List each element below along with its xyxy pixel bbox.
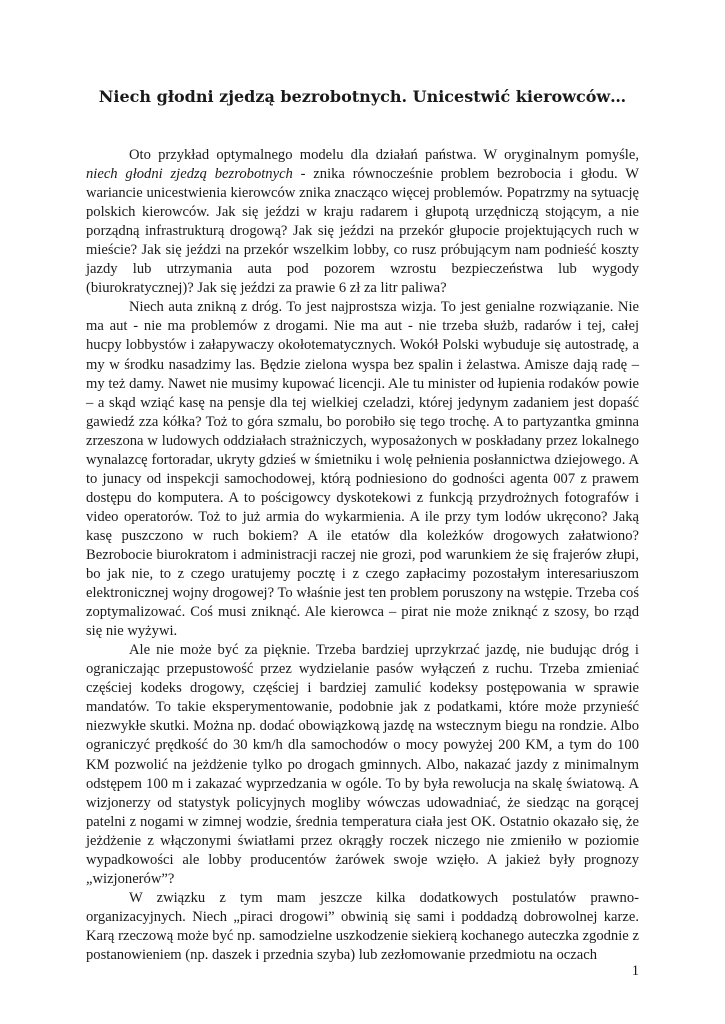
page-number: 1 [631,963,639,979]
paragraph-1-text-start: Oto przykład optymalnego modelu dla działań państwa. W oryginalnym pomyśle, [129,147,639,163]
paragraph-1 [86,146,639,298]
paragraph-1-italic-phrase: niech głodni zjedzą bezrobotnych [86,166,293,183]
document-body [86,146,639,965]
document-title: Niech głodni zjedzą bezrobotnych. Unicestwić kierowców… [98,87,627,106]
paragraph-4: W związku z tym mam jeszcze kilka dodatkowych postulatów prawno-organizacyjnych. Niech „piraci drogowi” obwinią się sami i poddadzą dobrowolnej karze. Karą rzeczową może być np. samodzielne uszkodzenie siekierą kochanego auteczka zgodnie z postanowieniem (np. daszek i przednia szyba) lub zezłomowanie przedmiotu na oczach [86,889,639,963]
paragraph-1-text-end: - znika równocześnie problem bezrobocia i głodu. W wariancie unicestwienia kierowców znika znacząco więcej problemów. Popatrzmy na sytuację polskich kierowców. Jak się jeździ w kraju radarem i głupotą urzędniczą stojącym, a nie porządną infrastrukturą drogową? Jak się jeździ na przekór głupocie projektujących ruch w mieście? Jak się jeździ na przekór wszelkim lobby, co rusz próbującym nam podnieść koszty jazdy lub utrzymania auta pod pozorem wzrostu bezpieczeństwa lub wygody (biurokratycznej)? Jak się jeździ za prawie 6 zł za litr paliwa? [86,166,640,297]
paragraph-2: Niech auta znikną z dróg. To jest najprostsza wizja. To jest genialne rozwiązanie. Nie ma aut - nie ma problemów z drogami. Nie ma aut - nie trzeba służb, radarów i tej, całej hucpy lobbystów i załapywaczy okołotematycznych. Wokół Polski wybuduje się autostradę, a my w środku nasadzimy las. Będzie zielona wyspa bez spalin i żelastwa. Amisze dają radę – my też damy. Nawet nie musimy kupować licencji. Ale tu minister od łupienia rodaków powie – a skąd wziąć kasę na pensje dla tej wielkiej czeladzi, której jedynym zadaniem jest dopaść gawiedź zza kółka? Toż to góra szmalu, bo porobiło się tego trochę. A to partyzantka gminna zrzeszona w ludowych oddziałach strażniczych, wyposażonych w poskładany przez lokalnego wynalazcę fortoradar, ukryty gdzieś w śmietniku i wolę pełnienia posłannictwa dziejowego. A to junacy od inspekcji samochodowej, którą podniesiono do godności agenta 007 z prawem dostępu do komputera. A to pościgowcy dyskotekowi z funkcją przydrożnych fotografów i video operatorów. Toż to już armia do wykarmienia. A ile przy tym lodów ukręcono? Jaką kasę puszczono w ruch bokiem? A ile etatów dla koleżków drogowych załatwiono? Bezrobocie biurokratom i administracji raczej nie grozi, pod warunkiem że się frajerów złupi, bo jak nie, to z czego uratujemy pocztę i z czego zapłacimy pozostałym interesariuszom elektronicznej wojny drogowej? To właśnie jest ten problem poruszony na wstępie. Trzeba coś zoptymalizować. Coś musi zniknąć. Ale kierowca – pirat nie może zniknąć z szosy, bo rząd się nie wyżywi. [86,299,639,640]
paragraph-3: Ale nie może być za pięknie. Trzeba bardziej uprzykrzać jazdę, nie budując dróg i ograniczając przepustowość przez wydzielanie pasów wyłączeń z ruchu. Trzeba zmieniać częściej kodeks drogowy, częściej i bardziej zamulić kodeksy postępowania w sprawie mandatów. To takie eksperymentowanie, podobnie jak z podatkami, które może przynieść niezwykłe skutki. Można np. dodać obowiązkową jazdę na wstecznym biegu na rondzie. Albo ograniczyć prędkość do 30 km/h dla samochodów o mocy powyżej 200 KM, a tym do 100 KM pozwolić na jeżdżenie tylko po drogach gminnych. Albo, nakazać jazdy z minimalnym odstępem 100 m i zakazać wyprzedzania w ogóle. To by była rewolucja na skalę światową. A wizjonerzy od statystyk policyjnych mogliby wówczas udowadniać, że siedząc na gorącej patelni z nogami w zimnej wodzie, średnia temperatura ciała jest OK. Ostatnio okazało się, że jeżdżenie z włączonymi światłami przez okrągły roczek niczego nie zmieniło w poziomie wypadkowości ale lobby producentów żarówek swoje wzięło. A jakież były prognozy „wizjonerów”? [86,642,639,887]
